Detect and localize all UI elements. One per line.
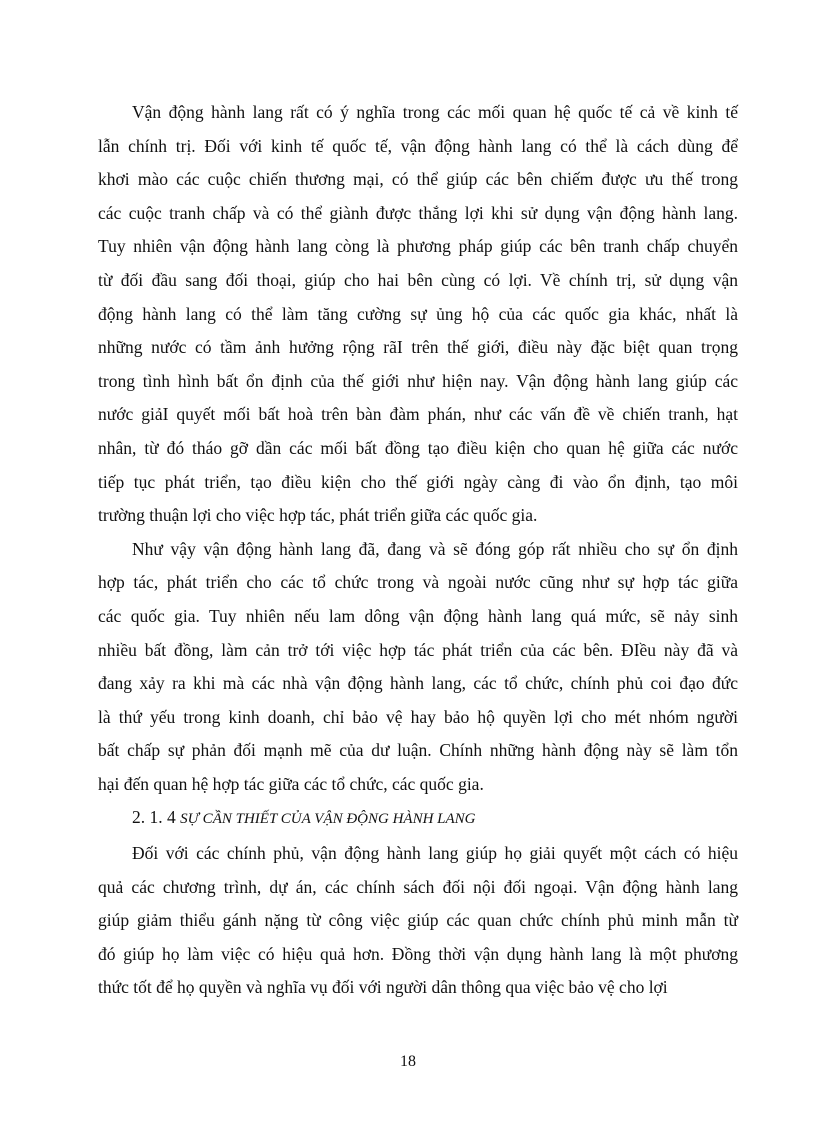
text-line: hợp tác, phát triển cho các tổ chức trong và ngoài nước cũng như sự hợp tác giữa [98,572,738,593]
text-line: khơi mào các cuộc chiến thương mại, có thể giúp các bên chiếm được ưu thế trong [98,169,738,190]
text-line: nhiều bất đồng, làm cản trở tới việc hợp tác phát triển của các bên. ĐIều này đã và [98,639,738,660]
text-line: lẫn chính trị. Đối với kinh tế quốc tế, vận động hành lang có thể là cách dùng để [98,135,738,156]
text-line: Như vậy vận động hành lang đã, đang và sẽ đóng góp rất nhiều cho sự ổn định [132,538,738,559]
text-line: nước giảI quyết mối bất hoà trên bàn đàm phán, như các vấn đề về chiến tranh, hạt [98,404,738,425]
text-line: thức tốt để họ quyền và nghĩa vụ đối với người dân thông qua việc bảo vệ cho lợi [98,977,668,998]
text-line: bất chấp sự phản đối mạnh mẽ của dư luận. Chính những hành động này sẽ làm tổn [98,740,738,761]
text-line: từ đối đầu sang đối thoại, giúp cho hai bên cùng có lợi. Về chính trị, sử dụng vận [98,269,738,290]
text-line: đó giúp họ làm việc có hiệu quả hơn. Đồng thời vận dụng hành lang là một phương [98,943,738,964]
text-line: trong tình hình bất ổn định của thế giới như hiện nay. Vận động hành lang giúp các [98,370,738,391]
text-line: là thứ yếu trong kinh doanh, chỉ bảo vệ hay bảo hộ quyền lợi cho mét nhóm người [98,706,738,727]
text-line: hại đến quan hệ hợp tác giữa các tổ chức, các quốc gia. [98,773,484,794]
paragraph-1 [98,96,738,533]
page-number: 18 [400,1053,416,1070]
text-line: các quốc gia. Tuy nhiên nếu lam dông vận động hành lang quá mức, sẽ nảy sinh [98,605,738,626]
text-line: nhân, từ đó tháo gỡ dần các mối bất đồng tạo điều kiện cho quan hệ giữa các nước [98,437,738,458]
text-line: động hành lang có thể làm tăng cường sự ủng hộ của các quốc gia khác, nhất là [98,303,738,324]
section-number: 2. 1. 4 [132,807,181,828]
text-line: đang xảy ra khi mà các nhà vận động hành lang, các tổ chức, chính phủ coi đạo đức [98,673,738,694]
section-title: SỰ CẦN THIẾT CỦA VẬN ĐỘNG HÀNH LANG [180,811,476,828]
body-text [98,96,738,1005]
text-line: Vận động hành lang rất có ý nghĩa trong các mối quan hệ quốc tế cả về kinh tế [132,102,738,122]
text-line: Tuy nhiên vận động hành lang còng là phương pháp giúp các bên tranh chấp chuyển [98,236,738,257]
text-line: tiếp tục phát triển, tạo điều kiện cho thế giới ngày càng đi vào ổn định, tạo môi [98,471,738,492]
text-line: Đối với các chính phủ, vận động hành lang giúp họ giải quyết một cách có hiệu [132,843,738,864]
paragraph-3 [98,837,738,1005]
text-line: những nước có tầm ảnh hưởng rộng rãI trên thế giới, điều này đặc biệt quan trọng [98,337,738,358]
text-line: quả các chương trình, dự án, các chính sách đối nội đối ngoại. Vận động hành lang [98,876,738,897]
text-line: trường thuận lợi cho việc hợp tác, phát triển giữa các quốc gia. [98,505,538,526]
text-line: các cuộc tranh chấp và có thể giành được thắng lợi khi sử dụng vận động hành lang. [98,202,738,223]
section-heading [98,801,738,837]
text-line: giúp giảm thiểu gánh nặng từ công việc giúp các quan chức chính phủ minh mẫn từ [98,910,738,931]
paragraph-2 [98,533,738,802]
